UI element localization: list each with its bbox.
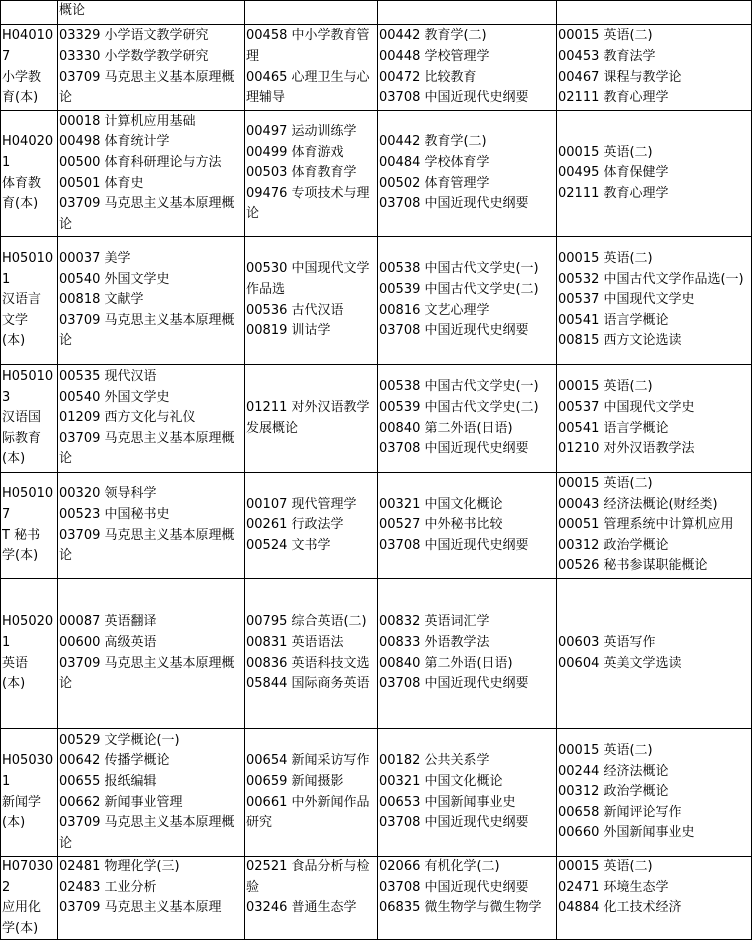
course-entry: 00530 中国现代文学作品选: [246, 261, 370, 297]
course-entry: 00320 领导科学: [59, 486, 157, 502]
course-entry: 02483 工业分析: [59, 879, 157, 895]
course-entry: 00642 传播学概论: [59, 753, 170, 769]
courses-col4-cell: [557, 365, 752, 473]
course-entry: 00321 中国文化概论: [379, 496, 503, 512]
course-entry: 03330 小学数学教学研究: [59, 48, 209, 64]
course-entry: 00539 中国古代文学史(二): [379, 399, 539, 415]
course-entry: 00536 古代汉语: [246, 302, 344, 318]
major-label-line: (本): [2, 676, 26, 692]
course-entry: 01209 西方文化与礼仪: [59, 410, 196, 426]
course-entry: 00658 新闻评论写作: [558, 804, 682, 820]
row-h050101: [1, 237, 752, 365]
course-entry: 00448 学校管理学: [379, 48, 490, 64]
course-entry: 03709 马克思主义基本原理概论: [59, 69, 235, 106]
course-entry: 00087 英语翻译: [59, 614, 157, 630]
major-label-line: 育(本): [2, 90, 39, 106]
course-entry: 04884 化工技术经济: [558, 900, 682, 916]
course-entry: 00840 第二外语(日语): [379, 655, 513, 671]
major-label-line: 育(本): [2, 196, 39, 212]
course-entry: 00501 体育史: [59, 175, 144, 191]
course-entry: 00539 中国古代文学史(二): [379, 281, 539, 297]
course-entry: 00655 报纸编辑: [59, 773, 157, 789]
major-label-line: H050301: [2, 753, 54, 789]
course-entry: 00662 新闻事业管理: [59, 794, 183, 810]
courses-col3-cell: [378, 579, 557, 729]
major-cell: [1, 25, 58, 111]
courses-col2-cell: [245, 473, 378, 579]
major-cell: [1, 237, 58, 365]
course-entry: 00484 学校体育学: [379, 154, 490, 170]
major-label-line: 际教育: [2, 430, 42, 446]
course-entry: 00524 文书学: [246, 537, 331, 553]
courses-col1-cell: [58, 729, 245, 857]
major-label-line: H050103: [2, 369, 54, 405]
major-label-line: 汉语言: [2, 292, 42, 308]
major-label-line: H070302: [2, 859, 54, 895]
course-entry: 00472 比较教育: [379, 69, 477, 85]
major-label-line: 汉语国: [2, 410, 42, 426]
row-h050107t: [1, 473, 752, 579]
courses-col1-cell: [58, 111, 245, 237]
course-entry: 00453 教育法学: [558, 48, 656, 64]
course-entry: 03709 马克思主义基本原理: [59, 900, 222, 916]
course-entry: 00503 体育教育学: [246, 165, 357, 181]
major-label-line: (本): [2, 451, 26, 467]
course-entry: 06835 微生物学与微生物学: [379, 900, 542, 916]
courses-col2-cell: [245, 729, 378, 857]
courses-col1-cell: [58, 579, 245, 729]
course-entry: 02111 教育心理学: [558, 90, 669, 106]
course-entry: 00661 中外新闻作品研究: [246, 794, 370, 831]
course-entry: 00495 体育保健学: [558, 165, 669, 181]
course-entry: 00818 文献学: [59, 292, 144, 308]
course-entry: 00541 语言学概论: [558, 312, 669, 328]
courses-col2-cell: [245, 237, 378, 365]
course-entry: 00458 中小学教育管理: [246, 28, 370, 64]
course-entry: 03709 马克思主义基本原理概论: [59, 527, 235, 564]
course-entry: 00540 外国文学史: [59, 389, 170, 405]
courses-col4-cell: [557, 857, 752, 940]
course-entry: 03709 马克思主义基本原理概论: [59, 430, 235, 467]
courses-col3-cell: [378, 25, 557, 111]
courses-col3-cell: [378, 857, 557, 940]
courses-col3-cell: [378, 1, 557, 25]
course-entry: 00659 新闻摄影: [246, 773, 344, 789]
course-entry: 00653 中国新闻事业史: [379, 794, 516, 810]
course-entry: 00442 教育学(二): [379, 134, 487, 150]
course-entry: 00043 经济法概论(财经类): [558, 496, 718, 512]
major-label-line: 体育教: [2, 175, 42, 191]
courses-col1-cell: [58, 365, 245, 473]
course-entry: 00312 政治学概论: [558, 537, 669, 553]
course-entry: 00529 文学概论(一): [59, 732, 180, 748]
course-entry: 00015 英语(二): [558, 859, 653, 874]
row-h040107: [1, 25, 752, 111]
major-cell: [1, 473, 58, 579]
course-entry: 00015 英语(二): [558, 476, 653, 492]
course-table-body: [1, 1, 752, 940]
course-entry: 09476 专项技术与理论: [246, 185, 370, 222]
row-h050301: [1, 729, 752, 857]
course-entry: 00321 中国文化概论: [379, 773, 503, 789]
course-entry: 00537 中国现代文学史: [558, 399, 695, 415]
course-entry: 03709 马克思主义基本原理概论: [59, 196, 235, 232]
courses-col1-cell: [58, 25, 245, 111]
courses-col1-cell: [58, 237, 245, 365]
courses-col3-cell: [378, 237, 557, 365]
courses-col3-cell: [378, 365, 557, 473]
major-cell: [1, 579, 58, 729]
course-entry: 00815 西方文论选读: [558, 333, 682, 349]
course-entry: 00540 外国文学史: [59, 271, 170, 287]
course-entry: 03708 中国近现代史纲要: [379, 323, 529, 339]
courses-col4-cell: [557, 237, 752, 365]
course-entry: 00442 教育学(二): [379, 28, 487, 44]
top-row: [1, 1, 752, 25]
courses-col3-cell: [378, 111, 557, 237]
courses-col1-cell: [58, 857, 245, 940]
courses-col4-cell: [557, 729, 752, 857]
courses-col4-cell: [557, 579, 752, 729]
major-label-line: H050101: [2, 251, 54, 287]
course-entry: 03709 马克思主义基本原理概论: [59, 312, 235, 349]
course-entry: 03709 马克思主义基本原理概论: [59, 815, 235, 851]
course-entry: 00840 第二外语(日语): [379, 420, 513, 436]
course-entry: 00037 美学: [59, 251, 131, 267]
course-entry: 00527 中外秘书比较: [379, 517, 503, 533]
course-entry: 00467 课程与教学论: [558, 69, 682, 85]
major-label-line: 文学: [2, 312, 29, 328]
course-entry: 02066 有机化学(二): [379, 859, 500, 874]
course-entry: 概论: [59, 3, 86, 18]
course-entry: 02521 食品分析与检验: [246, 859, 370, 895]
course-entry: 03329 小学语文教学研究: [59, 28, 209, 44]
course-entry: 03708 中国近现代史纲要: [379, 879, 529, 895]
courses-col1-cell: [58, 473, 245, 579]
course-entry: 00603 英语写作: [558, 634, 656, 650]
course-entry: 00182 公共关系学: [379, 753, 490, 769]
course-entry: 00465 心理卫生与心理辅导: [246, 69, 370, 106]
course-entry: 00015 英语(二): [558, 144, 653, 160]
courses-col2-cell: [245, 1, 378, 25]
course-entry: 00015 英语(二): [558, 379, 653, 395]
course-entry: 00500 体育科研理论与方法: [59, 154, 222, 170]
course-entry: 00831 英语语法: [246, 634, 344, 650]
course-entry: 03708 中国近现代史纲要: [379, 815, 529, 831]
major-label-line: 新闻学: [2, 794, 42, 810]
course-entry: 00537 中国现代文学史: [558, 292, 695, 308]
course-entry: 00312 政治学概论: [558, 784, 669, 800]
major-cell: [1, 857, 58, 940]
course-entry: 00832 英语词汇学: [379, 614, 490, 630]
course-entry: 00497 运动训练学: [246, 124, 357, 140]
course-entry: 03709 马克思主义基本原理概论: [59, 655, 235, 692]
course-entry: 00523 中国秘书史: [59, 506, 170, 522]
course-entry: 00538 中国古代文学史(一): [379, 261, 539, 277]
course-entry: 00498 体育统计学: [59, 134, 170, 150]
row-h070302: [1, 857, 752, 940]
courses-col3-cell: [378, 729, 557, 857]
course-entry: 00836 英语科技文选: [246, 655, 370, 671]
course-entry: 00541 语言学概论: [558, 420, 669, 436]
course-entry: 01211 对外汉语教学发展概论: [246, 399, 370, 436]
course-entry: 02111 教育心理学: [558, 185, 669, 201]
major-label-line: H040201: [2, 134, 54, 170]
course-entry: 01210 对外汉语教学法: [558, 441, 695, 457]
major-label-line: 小学教: [2, 69, 42, 85]
major-label-line: 应用化: [2, 900, 42, 916]
course-entry: 00244 经济法概论: [558, 763, 669, 779]
major-label-line: H050201: [2, 614, 54, 650]
course-entry: 00816 文艺心理学: [379, 302, 490, 318]
courses-col3-cell: [378, 473, 557, 579]
course-entry: 02471 环境生态学: [558, 879, 669, 895]
course-entry: 00819 训诂学: [246, 323, 331, 339]
courses-col4-cell: [557, 1, 752, 25]
major-label-line: 学(本): [2, 548, 39, 564]
course-entry: 00604 英美文学选读: [558, 655, 682, 671]
course-entry: 05844 国际商务英语: [246, 676, 370, 692]
major-cell: [1, 365, 58, 473]
course-entry: 00502 体育管理学: [379, 175, 490, 191]
major-cell: [1, 1, 58, 25]
major-label-line: H040107: [2, 28, 54, 64]
courses-col2-cell: [245, 365, 378, 473]
course-entry: 00018 计算机应用基础: [59, 113, 196, 129]
major-cell: [1, 111, 58, 237]
courses-col2-cell: [245, 111, 378, 237]
major-cell: [1, 729, 58, 857]
course-entry: 00795 综合英语(二): [246, 614, 367, 630]
courses-col4-cell: [557, 473, 752, 579]
course-entry: 00600 高级英语: [59, 634, 157, 650]
course-entry: 00015 英语(二): [558, 743, 653, 759]
course-entry: 00535 现代汉语: [59, 369, 157, 385]
courses-col4-cell: [557, 111, 752, 237]
course-entry: 00660 外国新闻事业史: [558, 825, 695, 841]
course-entry: 00015 英语(二): [558, 251, 653, 267]
row-h040201: [1, 111, 752, 237]
course-entry: 03708 中国近现代史纲要: [379, 196, 529, 212]
major-label-line: 英语: [2, 655, 29, 671]
courses-col2-cell: [245, 857, 378, 940]
courses-col2-cell: [245, 579, 378, 729]
major-label-line: T 秘书: [2, 527, 41, 543]
major-label-line: (本): [2, 815, 26, 831]
row-h050103: [1, 365, 752, 473]
major-label-line: 学(本): [2, 920, 39, 936]
course-entry: 03246 普通生态学: [246, 900, 357, 916]
course-entry: 03708 中国近现代史纲要: [379, 90, 529, 106]
course-entry: 03708 中国近现代史纲要: [379, 676, 529, 692]
row-h050201: [1, 579, 752, 729]
course-entry: 00654 新闻采访写作: [246, 753, 370, 769]
course-entry: 00499 体育游戏: [246, 144, 344, 160]
courses-col2-cell: [245, 25, 378, 111]
courses-col4-cell: [557, 25, 752, 111]
courses-col1-cell: [58, 1, 245, 25]
course-entry: 00051 管理系统中计算机应用: [558, 517, 734, 533]
course-entry: 00538 中国古代文学史(一): [379, 379, 539, 395]
course-entry: 00107 现代管理学: [246, 496, 357, 512]
course-entry: 03708 中国近现代史纲要: [379, 537, 529, 553]
course-entry: 02481 物理化学(三): [59, 859, 180, 874]
major-label-line: H050107: [2, 486, 54, 522]
course-entry: 00833 外语教学法: [379, 634, 490, 650]
course-entry: 00261 行政法学: [246, 517, 344, 533]
course-entry: 00526 秘书参谋职能概论: [558, 558, 708, 574]
major-label-line: (本): [2, 333, 26, 349]
course-entry: 00532 中国古代文学作品选(一): [558, 271, 744, 287]
course-entry: 03708 中国近现代史纲要: [379, 441, 529, 457]
course-entry: 00015 英语(二): [558, 28, 653, 44]
